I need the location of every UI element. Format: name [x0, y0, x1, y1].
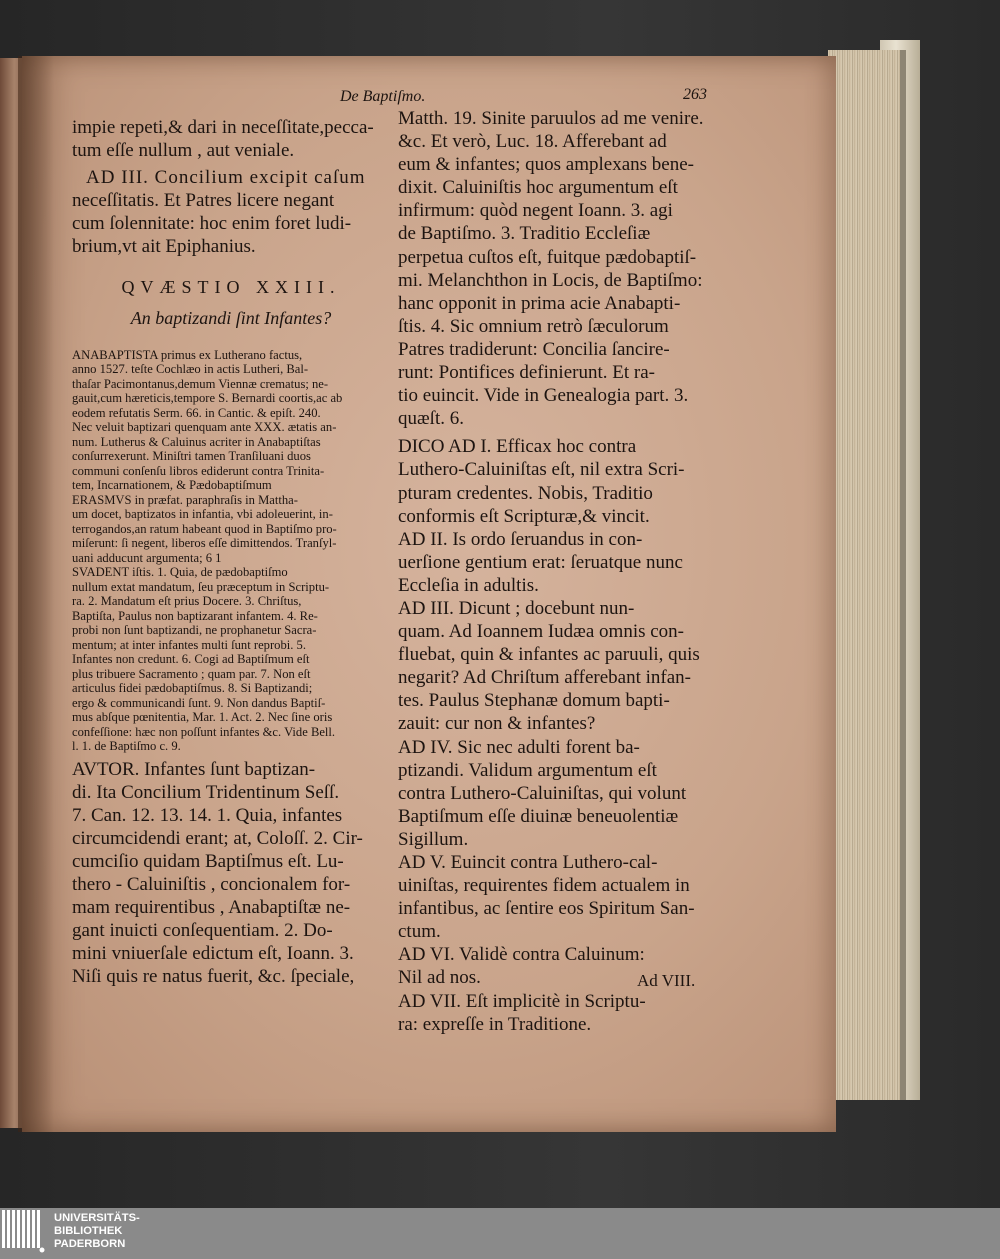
text-line: anno 1527. teſte Cochlæo in actis Lutheri, Bal- — [72, 362, 309, 377]
text-line: fluebat, quin & infantes ac paruuli, quis — [398, 644, 700, 666]
text-line: probi non ſunt baptizandi, ne prophanetur Sacra- — [72, 623, 317, 638]
text-line: hanc opponit in prima acie Anabapti- — [398, 292, 681, 314]
text-line: gauit,cum hæreticis,tempore S. Bernardi coortis,ac ab — [72, 391, 343, 406]
text-line: tes. Paulus Stephanæ domum bapti- — [398, 690, 670, 712]
text-line: quæſt. 6. — [398, 408, 464, 430]
text-line: mi. Melanchthon in Locis, de Baptiſmo: — [398, 269, 703, 291]
text-line: neceſſitatis. Et Patres licere negant — [72, 190, 335, 212]
text-line: terrogandos,an ratum habeant quod in Baptiſmo pro- — [72, 521, 337, 536]
page-number: 263 — [683, 86, 707, 103]
author-text — [72, 758, 390, 989]
text-line: infirmum: quòd negent Ioann. 3. agi — [398, 200, 673, 222]
text-line: Eccleſia in adultis. — [398, 574, 539, 596]
footer-bar — [0, 1208, 1000, 1259]
text-line: mam requirentibus , Anabaptiſtæ ne- — [72, 897, 351, 919]
text-line: contra Luthero-Caluiniſtas, qui volunt — [398, 782, 687, 804]
text-line: ra: expreſſe in Traditione. — [398, 1013, 592, 1035]
right-continuation-text — [398, 107, 714, 430]
running-title: De Baptiſmo. — [340, 88, 426, 105]
text-line: Nec veluit baptizari quenquam ante XXX. ætatis an- — [72, 420, 337, 435]
text-line: quam. Ad Ioannem Iudæa omnis con- — [398, 621, 685, 643]
text-line: AVTOR. Infantes ſunt baptizan- — [72, 758, 316, 780]
library-name-line: BIBLIOTHEK — [54, 1225, 123, 1237]
text-line: ERASMVS in præfat. paraphraſis in Mattha- — [72, 492, 298, 507]
text-line: num. Lutherus & Caluinus acriter in Anabaptiſtas — [72, 434, 321, 449]
responses-text — [398, 435, 714, 1035]
page-stack-edge — [828, 50, 906, 1100]
text-line: eum & infantes; quos amplexans bene- — [398, 154, 695, 176]
text-line: uiniſtas, requirentes fidem actualem in — [398, 875, 690, 897]
text-line: miſerunt: ſi negent, liberos eſſe dimittendos. Tranſyl- — [72, 536, 337, 551]
text-line: ra. 2. Mandatum eſt prius Docere. 3. Chriſtus, — [72, 594, 302, 609]
text-line: infantibus, ac ſentire eos Spiritum San- — [398, 898, 695, 920]
text-line: 7. Can. 12. 13. 14. 1. Quia, infantes — [72, 804, 343, 826]
text-line: runt: Pontifices definierunt. Et ra- — [398, 362, 655, 384]
text-line: cum ſolennitate: hoc enim foret ludi- — [72, 213, 352, 235]
text-line: negarit? Ad Chriſtum afferebant infan- — [398, 667, 691, 689]
text-line: AD VI. Validè contra Caluinum: — [398, 944, 645, 966]
right-column — [398, 107, 714, 1036]
text-line: AD III. Concilium excipit caſum — [86, 167, 366, 189]
library-name-line: UNIVERSITÄTS- — [54, 1212, 140, 1224]
text-line: conſurrexerunt. Miniſtri tamen Tranſiluani duos — [72, 449, 311, 464]
text-line: AD II. Is ordo ſeruandus in con- — [398, 528, 643, 550]
text-line: Infantes non credunt. 6. Cogi ad Baptiſmum eſt — [72, 652, 310, 667]
text-line: dixit. Caluiniſtis hoc argumentum eſt — [398, 177, 678, 199]
text-line: ctum. — [398, 921, 441, 943]
text-line: nullum extat mandatum, ſeu præceptum in Scriptu- — [72, 579, 330, 594]
text-line: mus abſque pœnitentia, Mar. 1. Act. 2. Nec ſine oris — [72, 710, 333, 725]
text-line: articulus fidei pædobaptiſmus. 8. Si Baptizandi; — [72, 681, 313, 696]
text-line: AD VII. Eſt implicitè in Scriptu- — [398, 990, 646, 1012]
text-line: Sigillum. — [398, 828, 469, 850]
text-line: tio euincit. Vide in Genealogia part. 3. — [398, 385, 689, 407]
text-line: uani adducunt argumenta; 6 1 — [72, 550, 222, 565]
text-line: mini vniuerſale edictum eſt, Ioann. 3. — [72, 943, 354, 965]
text-line: AD IV. Sic nec adulti forent ba- — [398, 736, 640, 758]
text-line: impie repeti,& dari in neceſſitate,pecca- — [72, 117, 374, 138]
text-line: de Baptiſmo. 3. Traditio Eccleſiæ — [398, 223, 651, 245]
text-line: thero - Caluiniſtis , concionalem for- — [72, 874, 351, 896]
text-line: &c. Et verò, Luc. 18. Afferebant ad — [398, 131, 667, 153]
text-line: plus tribuere Sacramento ; quam par. 7. Non eſt — [72, 666, 311, 681]
text-line: gant inuicti conſequentiam. 2. Do- — [72, 920, 333, 942]
left-column — [72, 116, 390, 989]
text-line: tem, Incarnationem, & Pædobaptiſmum — [72, 478, 272, 493]
text-line: uerſione gentium erat: ſeruatque nunc — [398, 551, 683, 573]
page-gutter-shadow — [18, 56, 54, 1132]
text-line: ſtis. 4. Sic omnium retrò ſæculorum — [398, 315, 669, 337]
text-line: Nil ad nos. — [398, 967, 481, 989]
text-line: eodem refutatis Serm. 66. in Cantic. & epiſt. 240. — [72, 405, 321, 420]
text-line: brium,vt ait Epiphanius. — [72, 236, 256, 258]
text-line: tum eſſe nullum , aut veniale. — [72, 140, 295, 162]
text-line: perpetua cuſtos eſt, fuitque pædobaptiſ- — [398, 246, 697, 268]
text-line: conformis eſt Scripturæ,& vincit. — [398, 505, 650, 527]
text-line: ANABAPTISTA primus ex Lutherano factus, — [72, 347, 303, 362]
text-line: zauit: cur non & infantes? — [398, 713, 596, 735]
text-line: ptizandi. Validum argumentum eſt — [398, 759, 657, 781]
text-line: Matth. 19. Sinite paruulos ad me venire. — [398, 108, 704, 129]
text-line: Patres tradiderunt: Concilia ſancire- — [398, 338, 670, 360]
text-line: Baptiſmum eſſe diuinæ beneuolentiæ — [398, 805, 679, 827]
text-line: DICO AD I. Efficax hoc contra — [398, 436, 637, 458]
text-line: mentum; at inter infantes multi ſunt reprobi. 5. — [72, 637, 306, 652]
text-line: SVADENT iſtis. 1. Quia, de pædobaptiſmo — [72, 565, 288, 580]
library-name-line: PADERBORN — [54, 1238, 126, 1250]
text-line: ergo & communicandi ſunt. 9. Non dandus Baptiſ- — [72, 695, 326, 710]
text-line: di. Ita Concilium Tridentinum Seſſ. — [72, 781, 340, 803]
text-line: circumcidendi erant; at, Coloſſ. 2. Cir- — [72, 827, 363, 849]
catchword: Ad VIII. — [637, 971, 696, 990]
text-line: cumciſio quidam Baptiſmus eſt. Lu- — [72, 850, 344, 872]
text-line: Luthero-Caluiniſtas eſt, nil extra Scri- — [398, 459, 685, 481]
text-line: l. 1. de Baptiſmo c. 9. — [72, 739, 181, 754]
text-line: um docet, baptizatos in infantia, vbi adoleuerint, in- — [72, 507, 333, 522]
question-heading: QVÆSTIO XXIII. — [121, 276, 341, 297]
text-line: AD V. Euincit contra Luthero-cal- — [398, 852, 658, 873]
text-line: communi conſenſu libros ediderunt contra Trinita- — [72, 463, 325, 478]
text-line: confeſſione: hæc non poſſunt infantes &c. Vide Bell. — [72, 724, 336, 739]
question-subheading: An baptizandi ſint Infantes? — [130, 307, 332, 328]
text-line: Baptiſta, Paulus non baptizarant infantem. 4. Re- — [72, 608, 318, 623]
left-intro-text — [72, 116, 390, 259]
library-name — [54, 1212, 140, 1251]
small-print-block — [72, 348, 390, 754]
text-line: AD III. Dicunt ; docebunt nun- — [398, 597, 635, 619]
text-line: Niſi quis re natus fuerit, &c. ſpeciale, — [72, 966, 355, 988]
library-logo-icon — [2, 1210, 46, 1256]
text-line: pturam credentes. Nobis, Traditio — [398, 482, 653, 504]
text-line: thaſar Pacimontanus,demum Viennæ crematus; ne- — [72, 376, 329, 391]
